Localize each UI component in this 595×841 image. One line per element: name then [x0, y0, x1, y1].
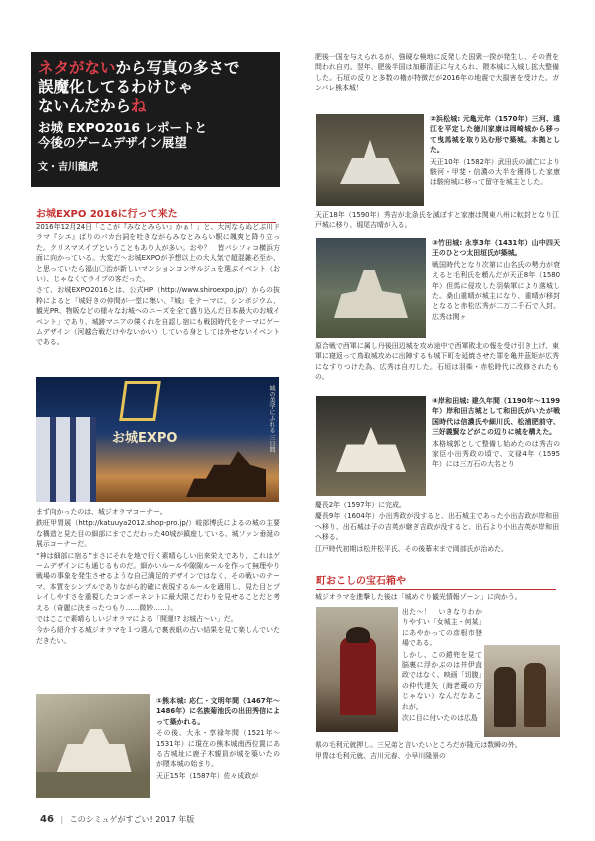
article-text-hamamatsu	[430, 114, 560, 208]
paragraph: ではここで素晴らしいジオラマによる「開運!? お城占～い」だ。	[36, 615, 238, 624]
page-number: 46	[40, 814, 54, 825]
paragraph: ③竹田城: 永享3年（1431年）山中四天王のひとつ太田垣氏が築城。	[432, 239, 560, 258]
paragraph: さて、お城EXPO2016とは、公式HP（http://www.shiroexpo.jp/）からの抜粋によると「城好きの仲間が一堂に集い、『城』をテーマに、シンポジウム、観光PR、物販などの様々なお城へのニーズを全て盛り込んだ日本最大のお城イベント」であり、城跡マニアの僕くれを自認し宿にも戦国時代をテーマにゲームデザイン（河越合戦だけやないかい）している身としては外せないイベントである。	[36, 286, 280, 347]
red-armor-figure	[340, 637, 376, 715]
paragraph: 鉄旺甲胃展（http://katuuya2012.shop-pro.jp/）岐部博氏によるの城の主要な構造と見た目の細部にまでこだわった40城が鎮座している、城ファン垂涎の展示コーナーだ。	[36, 519, 280, 549]
article-text-hamamatsu-cont	[315, 210, 559, 232]
paragraph: しかし、この鎧兜を見て脳裏に浮かぶのは井伊直政ではなく、映画「切腹」の仲代達矢（海老蔵の方じゃない）なんだなあこれが。	[402, 650, 482, 711]
paragraph: 出た～！ いきなりわかりやすい「女城主・何某」にあやかっての彦根市登場である。	[402, 608, 482, 648]
author-byline: 文・吉川龍虎	[38, 162, 98, 173]
article-text-tourism	[315, 592, 559, 604]
banner-logo-text: お城EXPO	[112, 431, 178, 446]
article-text-kumamoto-cont	[315, 52, 559, 115]
section-heading-expo: お城EXPO 2016に行って来た	[36, 205, 276, 223]
article-text-kishiwada	[432, 396, 560, 499]
publication-title: このシミュゲがすごい! 2017 年版	[69, 815, 195, 824]
castle-model	[336, 422, 406, 472]
paragraph: 本格城郭として整備し始めたのは秀吉の家臣小出秀政の頃で、文禄4年（1595年）には三万石の大名とり	[432, 439, 560, 469]
paragraph: 戦国時代となり次第に山名氏の勢力が衰えると毛利氏を頼んだが天正8年（1580年）但馬に侵攻した羽柴軍により落城した。桑山重晴が城主になり、重晴が移封となると赤松広秀が二万二千石で入封。広秀は関ヶ	[432, 260, 560, 321]
armor-figure	[524, 663, 546, 727]
paragraph: 県の毛利元就押し。三兄弟と言いたいところだが隆元は数瞬の外。	[315, 741, 522, 749]
paragraph: まず向かったのは、城ジオラマコーナー。	[36, 508, 167, 516]
article-text-kishiwada-cont	[315, 500, 559, 558]
title-text: ないんだから	[38, 96, 132, 115]
paragraph: その後、大永・享禄年間（1521年～1531年）に現在の熊本城南西位置にある古城址に鹿子木親員が城を築いたのが隈本城の始まり。	[156, 729, 280, 769]
paragraph: 今から紹介する城ジオラマを１つ選んで裏表紙の占い結果を見て楽しんでいただきたい。	[36, 626, 280, 645]
title-line-3	[38, 96, 273, 115]
article-text-takeda-cont	[315, 341, 559, 394]
castle-logo-mark	[119, 381, 161, 421]
banner-flags	[36, 417, 96, 502]
castle-model	[56, 724, 132, 774]
helmet-shape	[346, 627, 370, 643]
expo-banner-photo	[36, 377, 279, 502]
article-text-intro	[36, 222, 280, 370]
mori-armor-photo	[484, 645, 560, 737]
hamamatsu-diorama-photo	[316, 114, 424, 206]
castle-model	[340, 132, 400, 184]
title-highlight: ネタがない	[38, 58, 116, 77]
armor-display-photo	[316, 607, 398, 732]
paragraph: 原合戦で西軍に属し丹後田辺城を攻め途中で西軍敗北の報を受け引き上げ、東軍に寝返って鳥取城攻めに出陣するも城下町を延焼させた罪を亀井茲矩が広秀になすりつけた為、広秀は自刃した。石垣は羽柴・赤松時代に改修されたもの。	[315, 342, 559, 382]
castle-silhouette	[186, 451, 266, 497]
title-block	[31, 52, 280, 187]
takeda-diorama-photo	[316, 238, 426, 338]
subtitle-line-1: お城 EXPO2016 レポートと	[38, 120, 207, 135]
title-line-1	[38, 58, 273, 77]
kishiwada-diorama-photo	[316, 396, 426, 496]
paragraph: 天正18年（1590年）秀吉が北条氏を滅ぼすと家康は関東八州に転封となり江戸城に移り、堀尾吉晴が入る。	[315, 211, 559, 230]
paragraph: “神は細部に宿る”まさにそれを地で行く素晴らしい出来栄えであり、これはゲームデザインにも通じるものだ。細かいルールや隙隙ルールを作って無理やり戦場の事象を発生させるような自己満足的デザインではなく、その戦いのテーマ、本質をシンプルでありながら的確に表現するルールを適用し、見た目とプレイしやすさを重視したコンポーネントに最大限こだわりを見せることだと考える（奇麗に決まったつもり……微妙……）。	[36, 551, 280, 612]
article-text-hikone	[402, 607, 482, 737]
title-line-2: 誤魔化してるわけじゃ	[38, 77, 194, 96]
paragraph: 甲冑は毛利元就、吉川元春、小早川隆景の	[315, 752, 446, 761]
paragraph: 天正15年（1587年）佐々成政が	[156, 771, 259, 780]
paragraph: 慶長9年（1604年）小出秀政が没すると、出石城主であった小出吉政が岸和田へ移り、出石城は子の吉英が継ぎ吉政が没すると、出石より小出吉英が岸和田へ移る。	[315, 512, 559, 542]
castle-model	[334, 258, 408, 318]
subtitle-line-2: 今後のゲームデザイン展望	[38, 135, 187, 150]
paragraph: 肥後一国を与えられるが、強硬な検地に反発した国衆一揆が発生し、その責を問われ自刃。翌年、肥後半国は加藤清正に与えられ、隈本城に入城し拡大整備した。石垣の反りと多数の櫓が特徴だが2016年の地震で大損害を受けた。ガンバレ熊本城！	[315, 53, 559, 93]
title-highlight: ね	[131, 96, 147, 115]
paragraph: 2016年12月24日「ここが『みなとみらい』かぁ！」と、大河ならぬどぶ川ドラマ『シエ』ぱりのバカ台詞を吐きながらみなとみらい駅に颯爽と降り立った。クリスマスイブということもあり人が多い。おや？ 皆パシフィコ横浜方面に向かっている。大変だ～お城EXPOが予想以上の大人気で超混雑必至か、と思っていたら福山〇治が新しいマンションコンサルジュを選ぶイベント（おい）、じゃなくてライブの客だった。	[36, 223, 280, 284]
paragraph: 天正10年（1582年）武田氏の滅亡により駿河・甲斐・信濃の大半を獲得した家康は駿府城に移って留守を城主とした。	[430, 157, 560, 187]
title-text: から写真の多さで	[115, 58, 240, 77]
paragraph: ②浜松城: 元亀元年（1570年）三河、遠江を平定した徳川家康は岡崎城から移って曳馬城を取り込む形で築城。本拠とした。	[430, 115, 560, 155]
paragraph: ④岸和田城: 建久年間（1190年～1199年）岸和田古城として和田氏がいたが戦国時代は信濃氏や細川氏、松浦肥前守、三好義賢などがこの辺りに城を構えた。	[432, 397, 560, 437]
armor-figure	[494, 667, 516, 727]
section-heading-machiokoshi: 町おこしの宝石箱や	[316, 572, 556, 590]
paragraph: ①熊本城: 応仁・文明年間（1467年～1486年）に名族菊池氏の出田秀信によって築かれる。	[156, 697, 280, 726]
paragraph: 次に目に付いたのは広島	[402, 714, 478, 723]
article-text-kumamoto	[156, 696, 280, 804]
article-text-takeda	[432, 238, 560, 340]
article-text-mori	[315, 740, 559, 806]
banner-vertical-text: 城の美学にふれる 三日間	[268, 385, 275, 453]
paragraph: 城ジオラマを進撃した後は「城めぐり観光情報ゾーン」に向かう。	[315, 593, 522, 601]
diorama-base	[36, 772, 150, 798]
article-text-diorama	[36, 507, 280, 670]
paragraph: 江戸時代初期は松井松平氏、その後幕末まで岡部氏が治めた。	[315, 544, 508, 553]
paragraph: 慶長2年（1597年）に完成。	[315, 501, 406, 509]
footer-divider: |	[60, 815, 64, 824]
kumamoto-diorama-photo	[36, 694, 150, 798]
page-footer	[40, 814, 194, 825]
